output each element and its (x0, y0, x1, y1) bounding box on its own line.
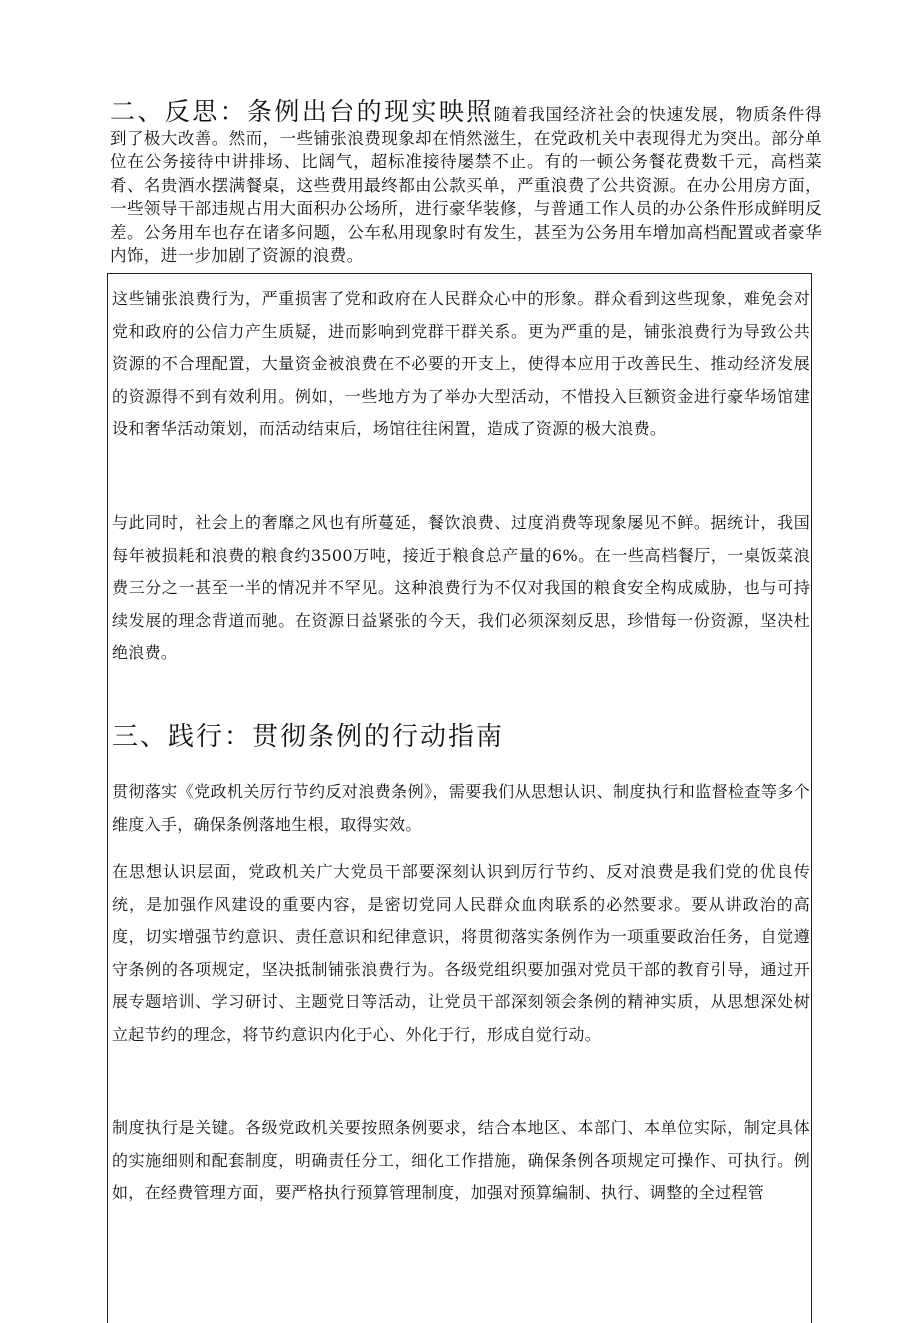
section3-paragraph-2: 在思想认识层面，党政机关广大党员干部要深刻认识到厉行节约、反对浪费是我们党的优良传统，是加强作风建设的重要内容，是密切党同人民群众血肉联系的必然要求。要从讲政治的高度，切实增强节约意识、责任意识和纪律意识，将贯彻落实条例作为一项重要政治任务，自觉遵守条例的各项规定，坚决抵制铺张浪费行为。各级党组织要加强对党员干部的教育引导，通过开展专题培训、学习研讨、主题党日等活动，让党员干部深刻领会条例的精神实质，从思想深处树立起节约的理念，将节约意识内化于心、外化于行，形成自觉行动。 (112, 862, 810, 1044)
section2-paragraph-1: 这些铺张浪费行为，严重损害了党和政府在人民群众心中的形象。群众看到这些现象，难免会对党和政府的公信力产生质疑，进而影响到党群干群关系。更为严重的是，铺张浪费行为导致公共资源的不合理配置，大量资金被浪费在不必要的开支上，使得本应用于改善民生、推动经济发展的资源得不到有效利用。例如，一些地方为了举办大型活动，不惜投入巨额资金进行豪华场馆建设和奢华活动策划，而活动结束后，场馆往往闲置，造成了资源的极大浪费。 (112, 289, 810, 438)
section2-intro-block (110, 98, 822, 268)
section2-paragraph-2: 与此同时，社会上的奢靡之风也有所蔓延，餐饮浪费、过度消费等现象屡见不鲜。据统计，我国每年被损耗和浪费的粮食约3500万吨，接近于粮食总产量的6%。在一些高档餐厅，一桌饭菜浪费三分之一甚至一半的情况并不罕见。这种浪费行为不仅对我国的粮食安全构成威胁，也与可持续发展的理念背道而驰。在资源日益紧张的今天，我们必须深刻反思，珍惜每一份资源，坚决杜绝浪费。 (112, 513, 810, 662)
section2-intro-text: 随着我国经济社会的快速发展，物质条件得到了极大改善。然而，一些铺张浪费现象却在悄然滋生，在党政机关中表现得尤为突出。部分单位在公务接待中讲排场、比阔气，超标准接待屡禁不止。有的一顿公务餐花费数千元，高档菜肴、名贵酒水摆满餐桌，这些费用最终都由公款买单，严重浪费了公共资源。在办公用房方面，一些领导干部违规占用大面积办公场所，进行豪华装修，与普通工作人员的办公条件形成鲜明反差。公务用车也存在诸多问题，公车私用现象时有发生，甚至为公务用车增加高档配置或者豪华内饰，进一步加剧了资源的浪费。 (110, 105, 822, 265)
section3-heading: 三、践行：贯彻条例的行动指南 (112, 722, 505, 752)
section2-heading: 二、反思：条例出台的现实映照 (110, 97, 494, 126)
section3-paragraph-1: 贯彻落实《党政机关厉行节约反对浪费条例》，需要我们从思想认识、制度执行和监督检查等多个维度入手，确保条例落地生根，取得实效。 (112, 782, 810, 834)
section3-paragraph-3: 制度执行是关键。各级党政机关要按照条例要求，结合本地区、本部门、本单位实际，制定具体的实施细则和配套制度，明确责任分工，细化工作措施，确保条例各项规定可操作、可执行。例如，在经费管理方面，要严格执行预算管理制度，加强对预算编制、执行、调整的全过程管 (112, 1118, 810, 1202)
